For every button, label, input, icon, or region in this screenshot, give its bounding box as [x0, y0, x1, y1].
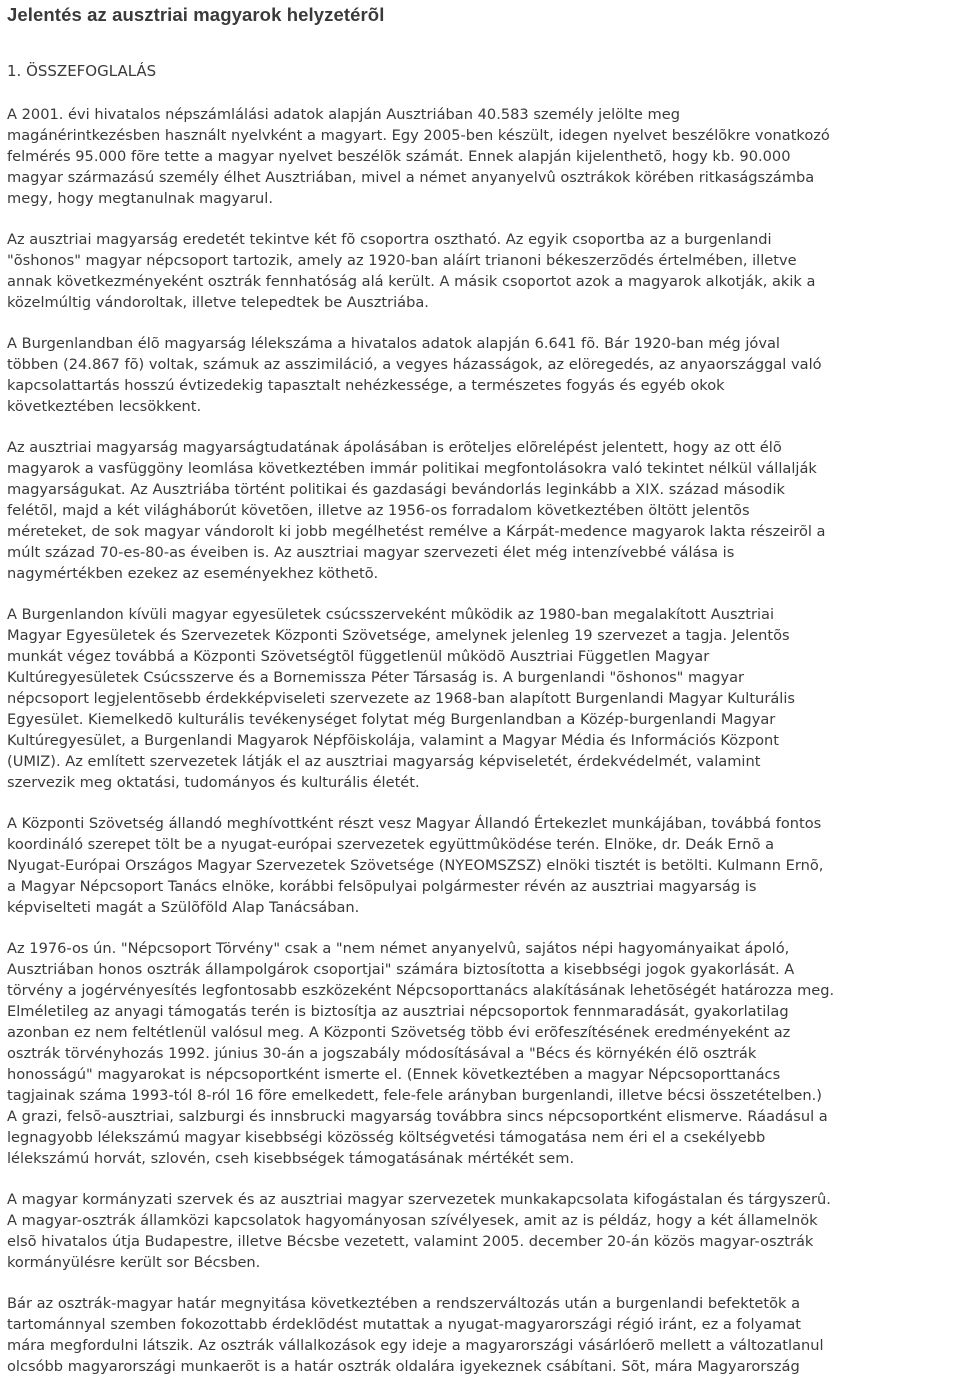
- text-line: múlt század 70-es-80-as éveiben is. Az ausztriai magyar szervezeti élet még intenzívebbé válása is: [7, 544, 735, 561]
- document-body: [7, 104, 958, 1377]
- text-line: következtében lecsökkent.: [7, 398, 202, 415]
- text-line: A magyar kormányzati szervek és az ausztriai magyar szervezetek munkakapcsolata kifogástalan és tárgyszerû.: [7, 1191, 831, 1208]
- text-line: olcsóbb magyarországi munkaerõt is a határ osztrák oldalára igyekeznek csábítani. Sõt, mára Magyarország: [7, 1358, 800, 1375]
- text-line: közelmúltig vándoroltak, illetve telepedtek be Ausztriába.: [7, 294, 429, 311]
- text-line: annak következményeként osztrák fennhatóság alá került. A másik csoportot azok a magyarok alkotják, akik a: [7, 273, 816, 290]
- text-line: Elméletileg az anyagi támogatás terén is biztosítja az ausztriai népcsoportok fennmaradását, gyakorlatilag: [7, 1003, 789, 1020]
- text-line: tagjainak száma 1993-tól 8-ról 16 fõre emelkedett, fele-fele arányban burgenlandi, illetve bécsi összetételben.): [7, 1087, 822, 1104]
- text-line: népcsoport legjelentõsebb érdekképviseleti szervezete az 1968-ban alapított Burgenlandi Magyar Kulturális: [7, 690, 795, 707]
- text-line: (UMIZ). Az említett szervezetek látják el az ausztriai magyarság képviseletét, érdekvédelmét, valamint: [7, 753, 761, 770]
- text-line: a Magyar Népcsoport Tanács elnöke, korábbi felsõpulyai polgármester révén az ausztriai magyarság is: [7, 878, 757, 895]
- text-line: "õshonos" magyar népcsoport tartozik, amely az 1920-ban aláírt trianoni békeszerzõdés értelmében, illetve: [7, 252, 797, 269]
- paragraph: [7, 604, 958, 793]
- text-line: szervezik meg oktatási, tudományos és kulturális életét.: [7, 774, 420, 791]
- text-line: A magyar-osztrák államközi kapcsolatok hagyományosan szívélyesek, amit az is példáz, hogy a két államelnök: [7, 1212, 818, 1229]
- text-line: kapcsolattartás hosszú évtizedekig tapasztalt nehézkessége, a természetes fogyás és egyéb okok: [7, 377, 725, 394]
- text-line: munkát végez továbbá a Központi Szövetségtõl függetlenül mûködõ Ausztriai Független Magyar: [7, 648, 710, 665]
- text-line: magyarságukat. Az Ausztriába történt politikai és gazdasági bevándorlás leginkább a XIX. század második: [7, 481, 785, 498]
- text-line: A 2001. évi hivatalos népszámlálási adatok alapján Ausztriában 40.583 személy jelölte meg: [7, 106, 680, 123]
- text-line: magyarok a vasfüggöny leomlása következtében immár politikai megfontolásokra való tekintet nélkül vállalják: [7, 460, 817, 477]
- text-line: törvény a jogérvényesítés legfontosabb eszközeként Népcsoporttanács alakításának lehetõségét határozza meg.: [7, 982, 835, 999]
- text-line: méreteket, de sok magyar vándorolt ki jobb megélhetést remélve a Kárpát-medence magyarok lakta részeirõl a: [7, 523, 826, 540]
- text-line: megy, hogy megtanulnak magyarul.: [7, 190, 273, 207]
- text-line: felmérés 95.000 fõre tette a magyar nyelvet beszélõk számát. Ennek alapján kijelenthetõ, hogy kb. 90.000: [7, 148, 791, 165]
- text-line: A Központi Szövetség állandó meghívottként részt vesz Magyar Állandó Értekezlet munkájában, továbbá fontos: [7, 815, 822, 832]
- text-line: mára megfordulni látszik. Az osztrák vállalkozások egy ideje a magyarországi vásárlóerõ mellett a változatlanul: [7, 1337, 824, 1354]
- text-line: A grazi, felsõ-ausztriai, salzburgi és innsbrucki magyarság továbbra sincs népcsoportként elismerve. Ráadásul a: [7, 1108, 828, 1125]
- text-line: azonban ez nem feltétlenül valósul meg. A Központi Szövetség több évi erõfeszítésének eredményeként az: [7, 1024, 791, 1041]
- text-line: magyar származású személy élhet Ausztriában, mivel a német anyanyelvû osztrákok körében ritkaságszámba: [7, 169, 815, 186]
- text-line: képviselteti magát a Szülõföld Alap Tanácsában.: [7, 899, 360, 916]
- text-line: kormányülésre került sor Bécsben.: [7, 1254, 261, 1271]
- text-line: Ausztriában honos osztrák állampolgárok csoportjai" számára biztosította a kisebbségi jogok gyakorlását. A: [7, 961, 795, 978]
- text-line: koordináló szerepet tölt be a nyugat-európai szervezetek együttmûködése terén. Elnöke, dr. Deák Ernõ a: [7, 836, 775, 853]
- paragraph: [7, 1189, 958, 1273]
- text-line: A Burgenlandban élõ magyarság lélekszáma a hivatalos adatok alapján 6.641 fõ. Bár 1920-ban még jóval: [7, 335, 780, 352]
- document-page: [7, 0, 958, 1377]
- text-line: Kultúregyesület, a Burgenlandi Magyarok Népfõiskolája, valamint a Magyar Média és Információs Központ: [7, 732, 780, 749]
- text-line: legnagyobb lélekszámú magyar kisebbségi közösség költségvetési támogatása nem éri el a csekélyebb: [7, 1129, 766, 1146]
- text-line: Nyugat-Európai Országos Magyar Szervezetek Szövetsége (NYEOMSZSZ) elnöki tisztét is betölti. Kulmann Ernõ,: [7, 857, 824, 874]
- text-line: Kultúregyesületek Csúcsszerve és a Bornemissza Péter Társaság is. A burgenlandi "õshonos" magyar: [7, 669, 745, 686]
- text-line: Az ausztriai magyarság eredetét tekintve két fõ csoportra osztható. Az egyik csoportba az a burgenlandi: [7, 231, 772, 248]
- text-line: osztrák törvényhozás 1992. június 30-án a jogszabály módosításával a "Bécs és környékén élõ osztrák: [7, 1045, 757, 1062]
- text-line: felétõl, majd a két világháborút követõen, illetve az 1956-os forradalom következtében öltött jelentõs: [7, 502, 750, 519]
- text-line: Bár az osztrák-magyar határ megnyitása következtében a rendszerváltozás után a burgenlandi befektetõk a: [7, 1295, 801, 1312]
- paragraph: [7, 229, 958, 313]
- text-line: Az 1976-os ún. "Népcsoport Törvény" csak a "nem német anyanyelvû, sajátos népi hagyományaikat ápoló,: [7, 940, 790, 957]
- text-line: magánérintkezésben használt nyelvként a magyart. Egy 2005-ben készült, idegen nyelvet beszélõkre vonatkozó: [7, 127, 830, 144]
- paragraph: [7, 813, 958, 918]
- paragraph: [7, 1293, 958, 1377]
- document-title: Jelentés az ausztriai magyarok helyzetérõl: [7, 4, 385, 25]
- text-line: Egyesület. Kiemelkedõ kulturális tevékenységet folytat még Burgenlandban a Közép-burgenlandi Magyar: [7, 711, 776, 728]
- text-line: lélekszámú horvát, szlovén, cseh kisebbségek támogatásának mértékét sem.: [7, 1150, 575, 1167]
- paragraph: [7, 938, 958, 1169]
- paragraph: [7, 333, 958, 417]
- paragraph: [7, 437, 958, 584]
- text-line: honosságú" magyarokat is népcsoportként ismerte el. (Ennek következtében a magyar Népcsoporttanács: [7, 1066, 781, 1083]
- text-line: A Burgenlandon kívüli magyar egyesületek csúcsszerveként mûködik az 1980-ban megalakított Ausztriai: [7, 606, 775, 623]
- paragraph: [7, 104, 958, 209]
- text-line: nagymértékben ezekez az eseményekhez köthetõ.: [7, 565, 379, 582]
- text-line: többen (24.867 fõ) voltak, számuk az asszimiláció, a vegyes házasságok, az elöregedés, az anyaországgal való: [7, 356, 822, 373]
- text-line: elsõ hivatalos útja Budapestre, illetve Bécsbe vezetett, valamint 2005. december 20-án közös magyar-osztrák: [7, 1233, 814, 1250]
- section-heading: 1. ÖSSZEFOGLALÁS: [7, 62, 157, 80]
- text-line: Az ausztriai magyarság magyarságtudatának ápolásában is erõteljes elõrelépést jelentett, hogy az ott élõ: [7, 439, 782, 456]
- text-line: Magyar Egyesületek és Szervezetek Központi Szövetsége, amelynek jelenleg 19 szervezet a tagja. Jelentõs: [7, 627, 790, 644]
- text-line: tartománnyal szemben fokozottabb érdeklõdést mutattak a nyugat-magyarországi régió iránt, ez a folyamat: [7, 1316, 802, 1333]
